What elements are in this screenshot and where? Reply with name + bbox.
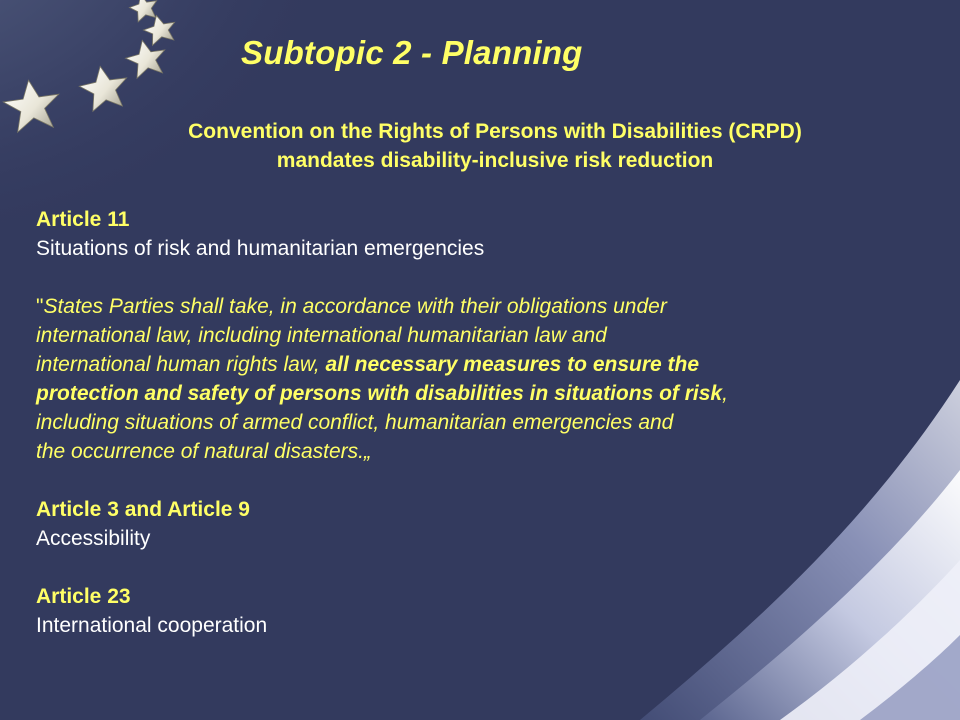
quote-emphasis: protection and safety of persons with disabilities in situations of risk [36, 382, 723, 405]
article-23-description: International cooperation [36, 614, 268, 637]
quote-line: international human rights law, all necessary measures to ensure the [36, 353, 700, 376]
slide-subtitle [120, 117, 870, 175]
quote-line: "States Parties shall take, in accordance with their obligations under [36, 295, 667, 318]
quote-line: including situations of armed conflict, humanitarian emergencies and [36, 411, 674, 434]
article-3-9-description: Accessibility [36, 527, 151, 550]
subtitle-line: mandates disability-inclusive risk reduction [276, 149, 714, 172]
slide-body [36, 205, 728, 640]
quote-open-mark: " [36, 295, 44, 318]
article-3-9-heading: Article 3 and Article 9 [36, 498, 250, 521]
article-11-heading: Article 11 [36, 208, 130, 231]
article-11-description: Situations of risk and humanitarian emergencies [36, 237, 485, 260]
quote-line: the occurrence of natural disasters.„ [36, 440, 371, 463]
slide-title: Subtopic 2 - Planning [241, 34, 583, 71]
quote-line: international law, including international humanitarian law and [36, 324, 607, 347]
article-23-heading: Article 23 [36, 585, 131, 608]
quote-emphasis: all necessary measures to ensure the [325, 353, 700, 376]
quote-line: protection and safety of persons with disabilities in situations of risk, [36, 382, 728, 405]
subtitle-line: Convention on the Rights of Persons with Disabilities (CRPD) [188, 120, 802, 143]
